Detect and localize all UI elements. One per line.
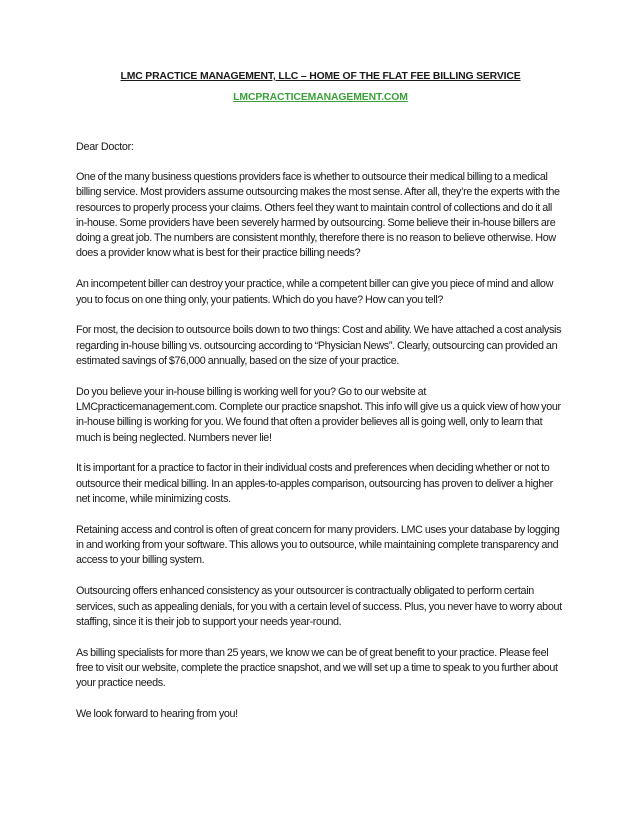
- paragraph-factor-costs: It is important for a practice to factor in their individual costs and preferences when deciding whether or not to outsource their medical billing. In an apples-to-apples comparison, outsourcing has proven to deliver a higher net income, while minimizing costs.: [76, 462, 553, 506]
- salutation: Dear Doctor:: [76, 141, 134, 153]
- paragraph-access-control: Retaining access and control is often of great concern for many providers. LMC uses your database by logging in and working from your software. This allows you to outsource, while maintaining complete transparency and access to your billing system.: [76, 523, 560, 567]
- paragraph-closing: We look forward to hearing from you!: [76, 708, 238, 721]
- letter-title: LMC PRACTICE MANAGEMENT, LLC – HOME OF THE FLAT FEE BILLING SERVICE: [120, 71, 521, 82]
- website-link[interactable]: LMCPRACTICEMANAGEMENT.COM: [233, 92, 408, 103]
- paragraph-consistency: Outsourcing offers enhanced consistency as your outsourcer is contractually obligated to perform certain services, such as appealing denials, for you with a certain level of success. Plus, you never have to worry about staffing, since it is their job to support your needs year-round.: [76, 585, 562, 628]
- paragraph-incompetent-biller: An incompetent biller can destroy your practice, while a competent biller can give you piece of mind and allow you to focus on one thing only, your patients. Which do you have? How can you tell?: [76, 278, 554, 306]
- paragraph-practice-snapshot: Do you believe your in-house billing is working well for you? Go to our website at LMCpracticemanagement.com. Complete our practice snapshot. This info will give us a quick view of how your in-house billing is working for you. We found that often a provider believes all is going well, only to learn that much is being neglected. Numbers never lie!: [76, 385, 561, 444]
- paragraph-cost-analysis: For most, the decision to outsource boils down to two things: Cost and ability. We have attached a cost analysis regarding in-house billing vs. outsourcing according to “Physician News”. Clearly, outsourcing can provided an estimated savings of $76,000 annually, based on the size of your practice.: [76, 324, 562, 367]
- paragraph-billing-question: One of the many business questions providers face is whether to outsource their medical billing to a medical billing service. Most providers assume outsourcing makes the most sense. After all, they’re the experts with the resources to properly process your claims. Others feel they want to maintain control of collections and do it all in-house. Some providers have been severely harmed by outsourcing. Some believe their in-house billers are doing a great job. The numbers are consistent monthly, therefore there is no reason to believe otherwise. How does a provider know what is best for their practice billing needs?: [76, 171, 560, 260]
- paragraph-specialists: As billing specialists for more than 25 years, we know we can be of great benefit to your practice. Please feel free to visit our website, complete the practice snapshot, and we will set up a time to speak to you further about your practice needs.: [76, 646, 558, 690]
